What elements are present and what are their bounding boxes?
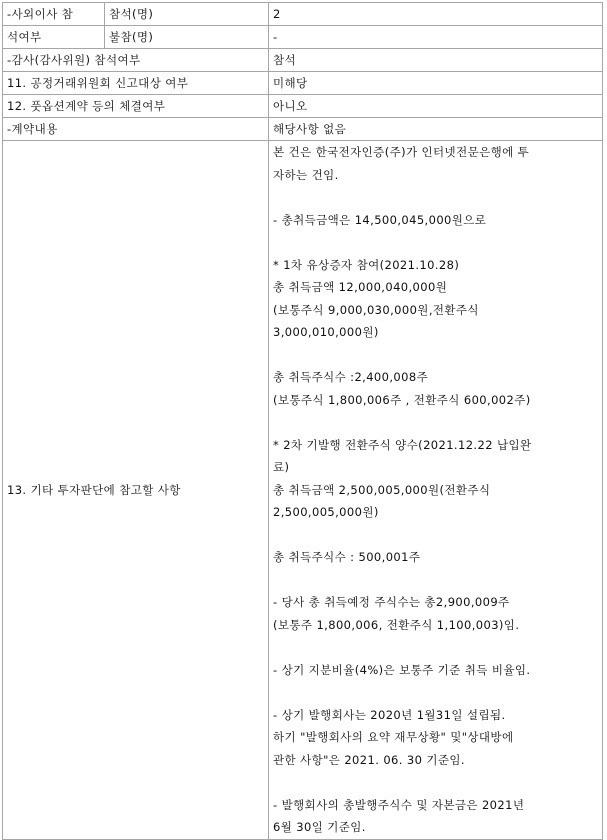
note-line: 자하는 건임. (273, 167, 339, 182)
outside-director-label-a: -사외이사 참 (7, 7, 74, 21)
note-line: - 상기 지분비율(4%)은 보통주 기준 취득 비율임. (273, 662, 531, 677)
table-row (3, 95, 603, 118)
present-value: 2 (269, 3, 603, 26)
disclosure-table (2, 2, 603, 840)
note-line: - 당사 총 취득예정 주식수는 총2,900,009주 (273, 595, 510, 609)
auditor-attendance-value: 참석 (269, 49, 603, 72)
table-row (3, 3, 603, 26)
outside-director-label (3, 3, 105, 26)
note-spacer (273, 186, 598, 209)
present-label: 참석(명) (105, 3, 269, 26)
note-spacer (273, 636, 598, 659)
table-row (3, 26, 603, 49)
other-considerations-notes (269, 141, 603, 840)
put-option-value: 아니오 (269, 95, 603, 118)
note-line: 료) (273, 460, 290, 474)
note-line: (보통주식 1,800,006주 , 전환주식 600,002주) (273, 392, 531, 407)
note-spacer (273, 771, 598, 794)
note-line: * 2차 기발행 전환주식 양수(2021.12.22 납입완 (273, 437, 532, 452)
note-line: 2,500,005,000원) (273, 505, 379, 519)
table-row (3, 49, 603, 72)
note-spacer (273, 411, 598, 434)
other-considerations-label: 13. 기타 투자판단에 참고할 사항 (3, 141, 269, 840)
ftc-report-label: 11. 공정거래위원회 신고대상 여부 (3, 72, 269, 95)
note-spacer (273, 524, 598, 547)
note-line: 관한 사항"은 2021. 06. 30 기준임. (273, 752, 465, 767)
note-line: 6월 30일 기준임. (273, 820, 366, 834)
note-line: - 발행회사의 총발행주식수 및 자본금은 2021년 (273, 797, 525, 812)
note-line: 3,000,010,000원) (273, 325, 379, 339)
put-option-label: 12. 풋옵션계약 등의 체결여부 (3, 95, 269, 118)
table-row (3, 118, 603, 141)
contract-details-value: 해당사항 없음 (269, 118, 603, 141)
note-line: 본 건은 한국전자인증(주)가 인터넷전문은행에 투 (273, 145, 530, 159)
table-row (3, 72, 603, 95)
note-line: - 총취득금액은 14,500,045,000원으로 (273, 212, 487, 227)
absent-label: 불참(명) (105, 26, 269, 49)
note-line: - 상기 발행회사는 2020년 1월31일 설립됨. (273, 707, 506, 722)
table-row (3, 141, 603, 840)
note-line: 총 취득주식수 : 500,001주 (273, 550, 421, 564)
note-line: 하기 "발행회사의 요약 재무상황" 및"상대방에 (273, 730, 514, 744)
absent-value: - (269, 26, 603, 49)
note-spacer (273, 344, 598, 367)
note-line: (보통주식 9,000,030,000원,전환주식 (273, 302, 479, 317)
auditor-attendance-label: -감사(감사위원) 참석여부 (3, 49, 269, 72)
note-spacer (273, 681, 598, 704)
note-spacer (273, 569, 598, 592)
note-line: 총 취득금액 12,000,040,000원 (273, 280, 448, 294)
contract-details-label: -계약내용 (3, 118, 269, 141)
note-line: 총 취득주식수 :2,400,008주 (273, 370, 429, 384)
ftc-report-value: 미해당 (269, 72, 603, 95)
note-line: (보통주 1,800,006, 전환주식 1,100,003)임. (273, 617, 520, 632)
note-line: 총 취득금액 2,500,005,000원(전환주식 (273, 482, 491, 497)
note-line: * 1차 유상증자 참여(2021.10.28) (273, 257, 460, 272)
outside-director-label-cont: 석여부 (3, 26, 105, 49)
note-spacer (273, 231, 598, 254)
